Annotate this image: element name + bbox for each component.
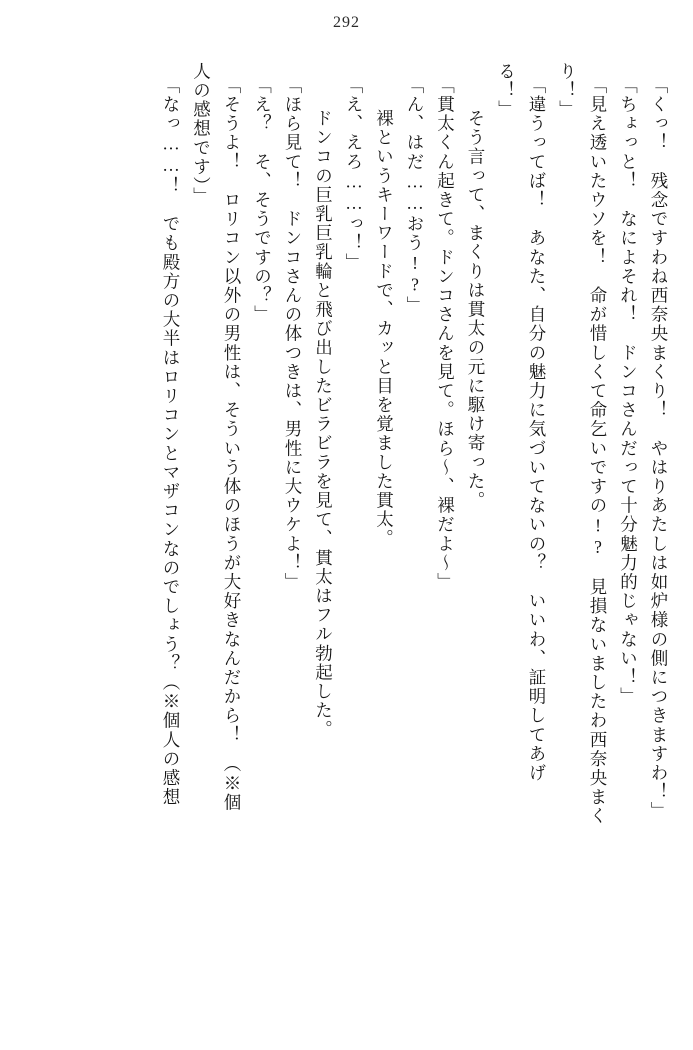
text-line: 人の感想です）」 bbox=[191, 62, 212, 207]
text-line: り！」 bbox=[557, 62, 578, 120]
text-line: そう言って、まくりは貫太の元に駆け寄った。 bbox=[466, 90, 486, 511]
text-line: 「貫太くん起きて。ドンコさんを見て。ほら～、裸だよ～」 bbox=[435, 76, 456, 592]
text-line: 「そうよ！ ロリコン以外の男性は、そういう体のほうが大好きなんだから！ （※個 bbox=[222, 76, 242, 813]
vertical-text-body bbox=[30, 62, 667, 1024]
text-line: 「え？ そ、そうですの？」 bbox=[252, 76, 273, 325]
text-line: 「ほら見て！ ドンコさんの体つきは、男性に大ウケよ！」 bbox=[283, 76, 303, 592]
text-line: 「え、えろ……っ！」 bbox=[344, 76, 364, 272]
text-line: 「ちょっと！ なによそれ！ ドンコさんだって十分魅力的じゃない！」 bbox=[618, 76, 639, 707]
text-line: ドンコの巨乳巨乳輪と飛び出したビラビラを見て、貫太はフル勃起した。 bbox=[313, 90, 334, 740]
text-line: 「なっ……！ でも殿方の大半はロリコンとマザコンなのでしょう？（※個人の感想 bbox=[161, 76, 181, 807]
text-line: る！」 bbox=[496, 62, 517, 120]
text-line: 「見え透いたウソを！ 命が惜しくて命乞いですの!? 見損ないましたわ西奈央まく bbox=[588, 76, 608, 826]
text-line: 「ん、はだ……おう!?」 bbox=[405, 76, 425, 316]
text-line: 「違うってば！ あなた、自分の魅力に気づいてないの？ いいわ、証明してあげ bbox=[527, 76, 547, 783]
text-line: 「くっ！ 残念ですわね西奈央まくり！ やはりあたしは如炉様の側につきますわ！」 bbox=[649, 76, 669, 821]
text-line: 裸というキーワードで、カッと目を覚ました貫太。 bbox=[374, 90, 395, 549]
page-number: 292 bbox=[333, 14, 360, 31]
